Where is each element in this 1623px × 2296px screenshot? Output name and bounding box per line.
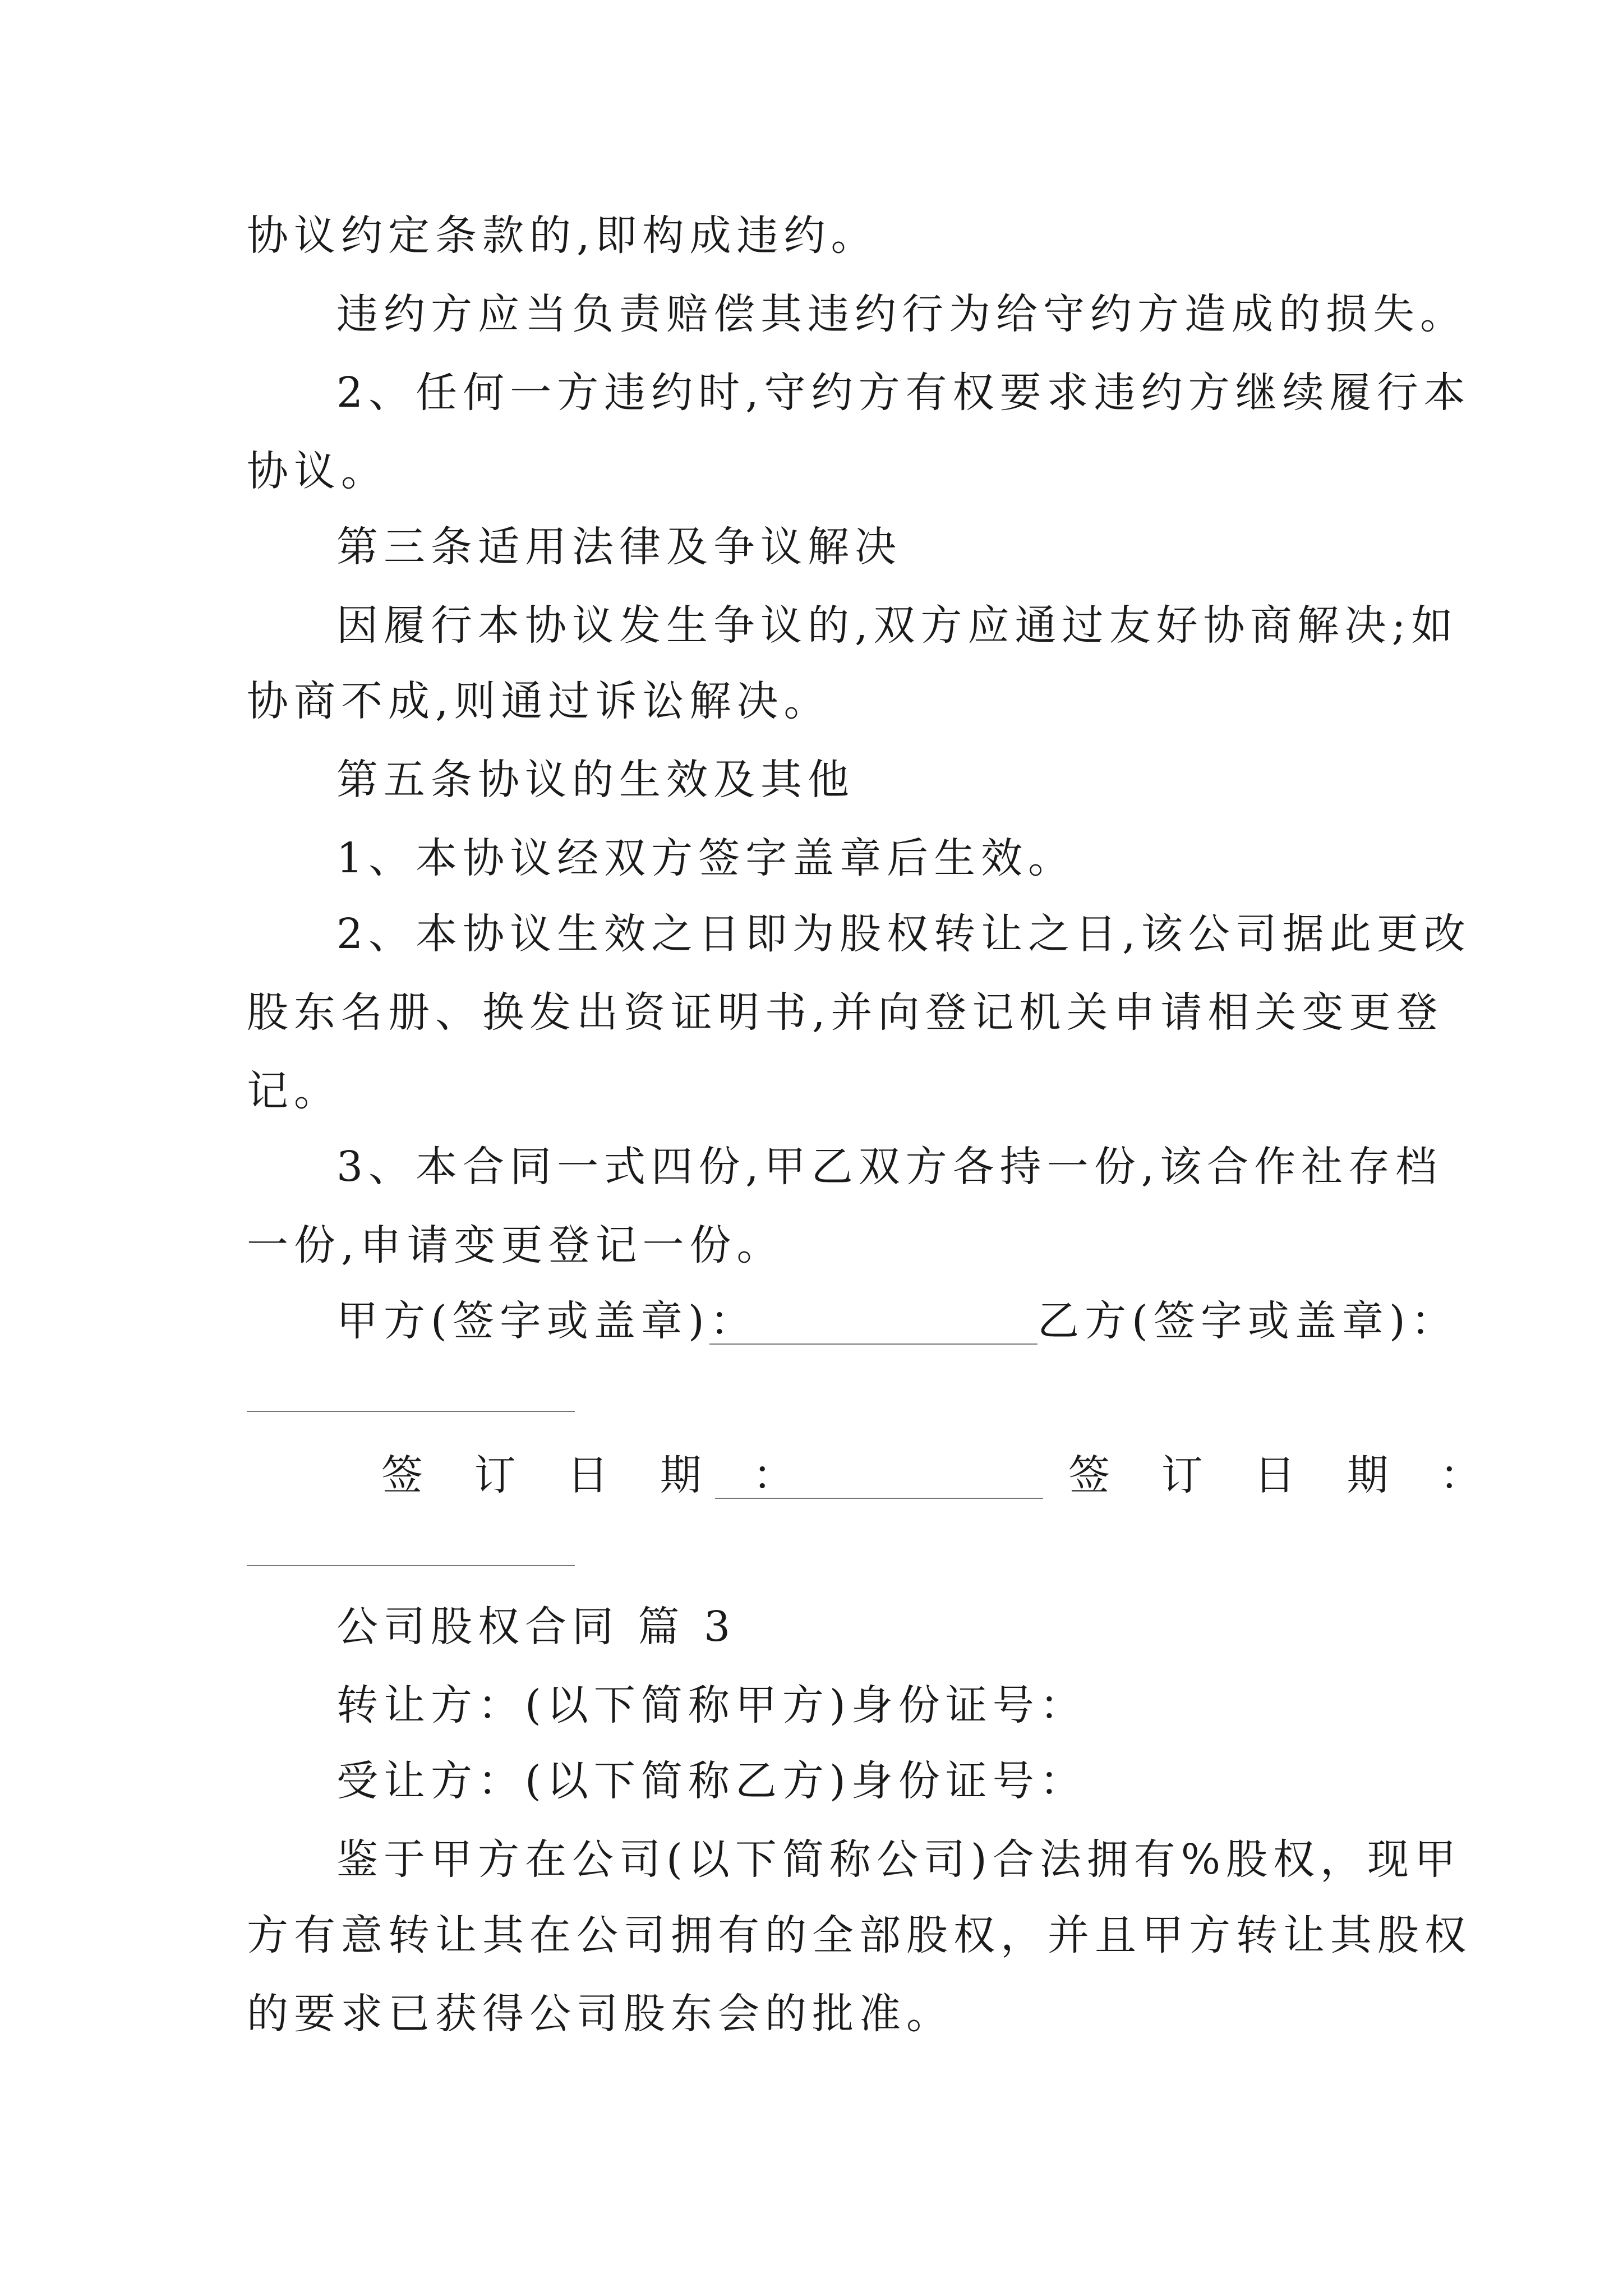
paragraph-line: 股东名册、换发出资证明书,并向登记机关申请相关变更登: [247, 988, 1444, 1037]
paragraph-line: 一份,申请变更登记一份。: [247, 1221, 784, 1269]
date-label-left: 签 订 日 期 ：: [381, 1451, 814, 1499]
party-b-signature-label: 乙方(签字或盖章)：: [1038, 1297, 1458, 1345]
date-label-right: 签 订 日 期 ：: [1068, 1451, 1501, 1499]
recital-line: 方有意转让其在公司拥有的全部股权，并且甲方转让其股权: [247, 1911, 1472, 1959]
section-heading: 第三条适用法律及争议解决: [336, 523, 902, 571]
recital-line: 鉴于甲方在公司(以下简称公司)合法拥有%股权，现甲: [336, 1835, 1462, 1884]
paragraph-line: 协议约定条款的,即构成违约。: [247, 211, 878, 260]
paragraph-line: 3、本合同一式四份,甲乙双方各持一份,该合作社存档: [336, 1143, 1443, 1191]
party-a-signature-label: 甲方(签字或盖章)：: [336, 1297, 757, 1345]
paragraph-line: 协商不成,则通过诉讼解决。: [247, 677, 831, 725]
date-line-left: [715, 1498, 1043, 1499]
paragraph-line: 2、任何一方违约时,守约方有权要求违约方继续履行本: [336, 369, 1471, 417]
paragraph-line: 1、本协议经双方签字盖章后生效。: [336, 834, 1076, 882]
paragraph-line: 协议。: [247, 447, 388, 495]
paragraph-line: 因履行本协议发生争议的,双方应通过友好协商解决;如: [336, 601, 1459, 650]
section-title: 公司股权合同 篇 3: [336, 1603, 736, 1651]
date-line-right: [247, 1565, 575, 1566]
transferor-line: 转让方：(以下简称甲方)身份证号：: [336, 1681, 1087, 1729]
transferee-line: 受让方：(以下简称乙方)身份证号：: [336, 1757, 1087, 1805]
recital-line: 的要求已获得公司股东会的批准。: [247, 1990, 953, 2038]
paragraph-line: 2、本协议生效之日即为股权转让之日,该公司据此更改: [336, 910, 1471, 958]
section-heading: 第五条协议的生效及其他: [336, 756, 855, 804]
paragraph-line: 记。: [247, 1067, 341, 1115]
party-b-signature-line: [247, 1411, 575, 1412]
paragraph-line: 违约方应当负责赔偿其违约行为给守约方造成的损失。: [336, 290, 1467, 338]
party-a-signature-line: [709, 1343, 1038, 1345]
